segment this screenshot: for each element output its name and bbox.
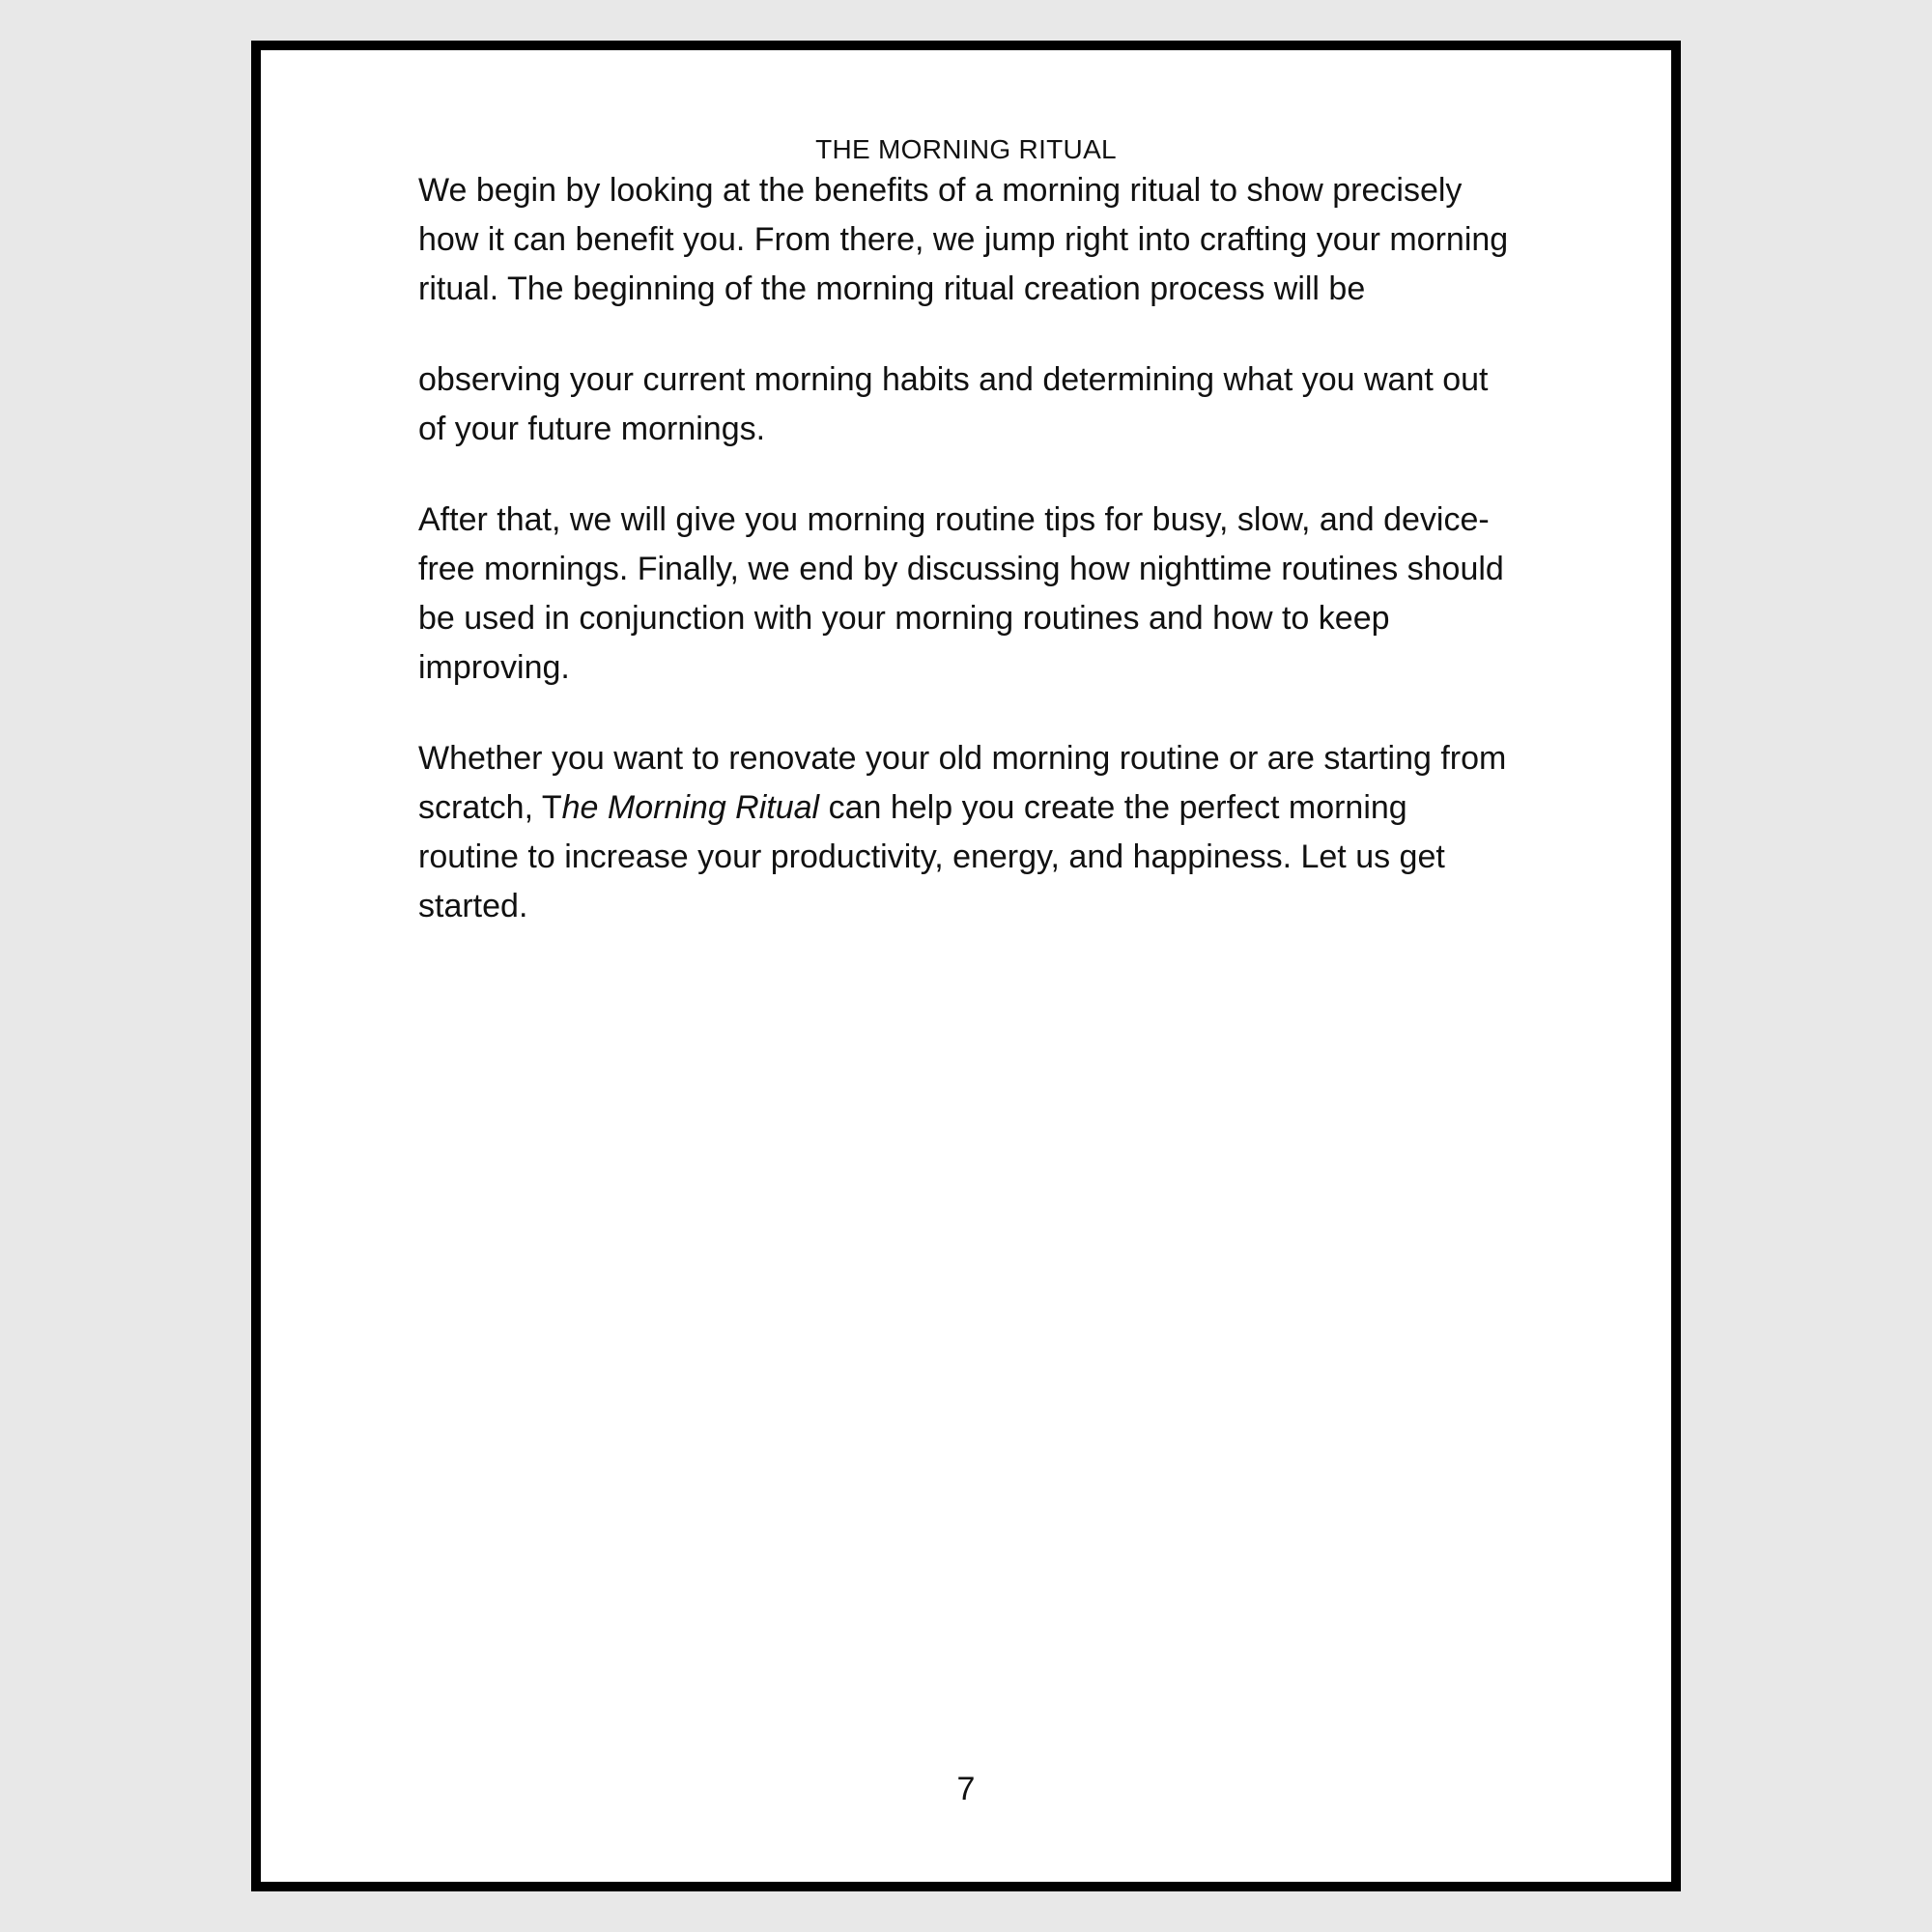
- book-title-italic: he Morning Ritual: [561, 789, 820, 826]
- text-segment: scratch, T: [418, 789, 562, 826]
- paragraph-line: ritual. The beginning of the morning ritual creation process will be: [418, 270, 1366, 307]
- running-header: THE MORNING RITUAL: [815, 134, 1117, 164]
- page-number: 7: [956, 1771, 976, 1807]
- paragraph-line: observing your current morning habits and determining what you want out: [418, 361, 1489, 398]
- text-segment: can help you create the perfect morning: [819, 789, 1407, 826]
- paragraph-line: how it can benefit you. From there, we jump right into crafting your morning: [418, 221, 1509, 258]
- paragraph-4: [418, 734, 1577, 931]
- paragraph-line: started.: [418, 888, 528, 924]
- paragraph-2: [418, 355, 1577, 454]
- paragraph-1: [418, 166, 1577, 314]
- paragraph-line: After that, we will give you morning routine tips for busy, slow, and device-: [418, 501, 1490, 538]
- paragraph-3: [418, 496, 1577, 693]
- body-text: [418, 166, 1577, 973]
- paragraph-line: routine to increase your productivity, energy, and happiness. Let us get: [418, 838, 1445, 875]
- paragraph-line: free mornings. Finally, we end by discussing how nighttime routines should: [418, 551, 1504, 587]
- paragraph-line: of your future mornings.: [418, 411, 766, 447]
- paragraph-line: improving.: [418, 649, 570, 686]
- paragraph-line: We begin by looking at the benefits of a morning ritual to show precisely: [418, 172, 1463, 209]
- paragraph-line: Whether you want to renovate your old morning routine or are starting from: [418, 740, 1507, 777]
- paragraph-line: [418, 783, 1577, 833]
- document-page: [251, 41, 1681, 1891]
- paragraph-line: be used in conjunction with your morning routines and how to keep: [418, 600, 1390, 637]
